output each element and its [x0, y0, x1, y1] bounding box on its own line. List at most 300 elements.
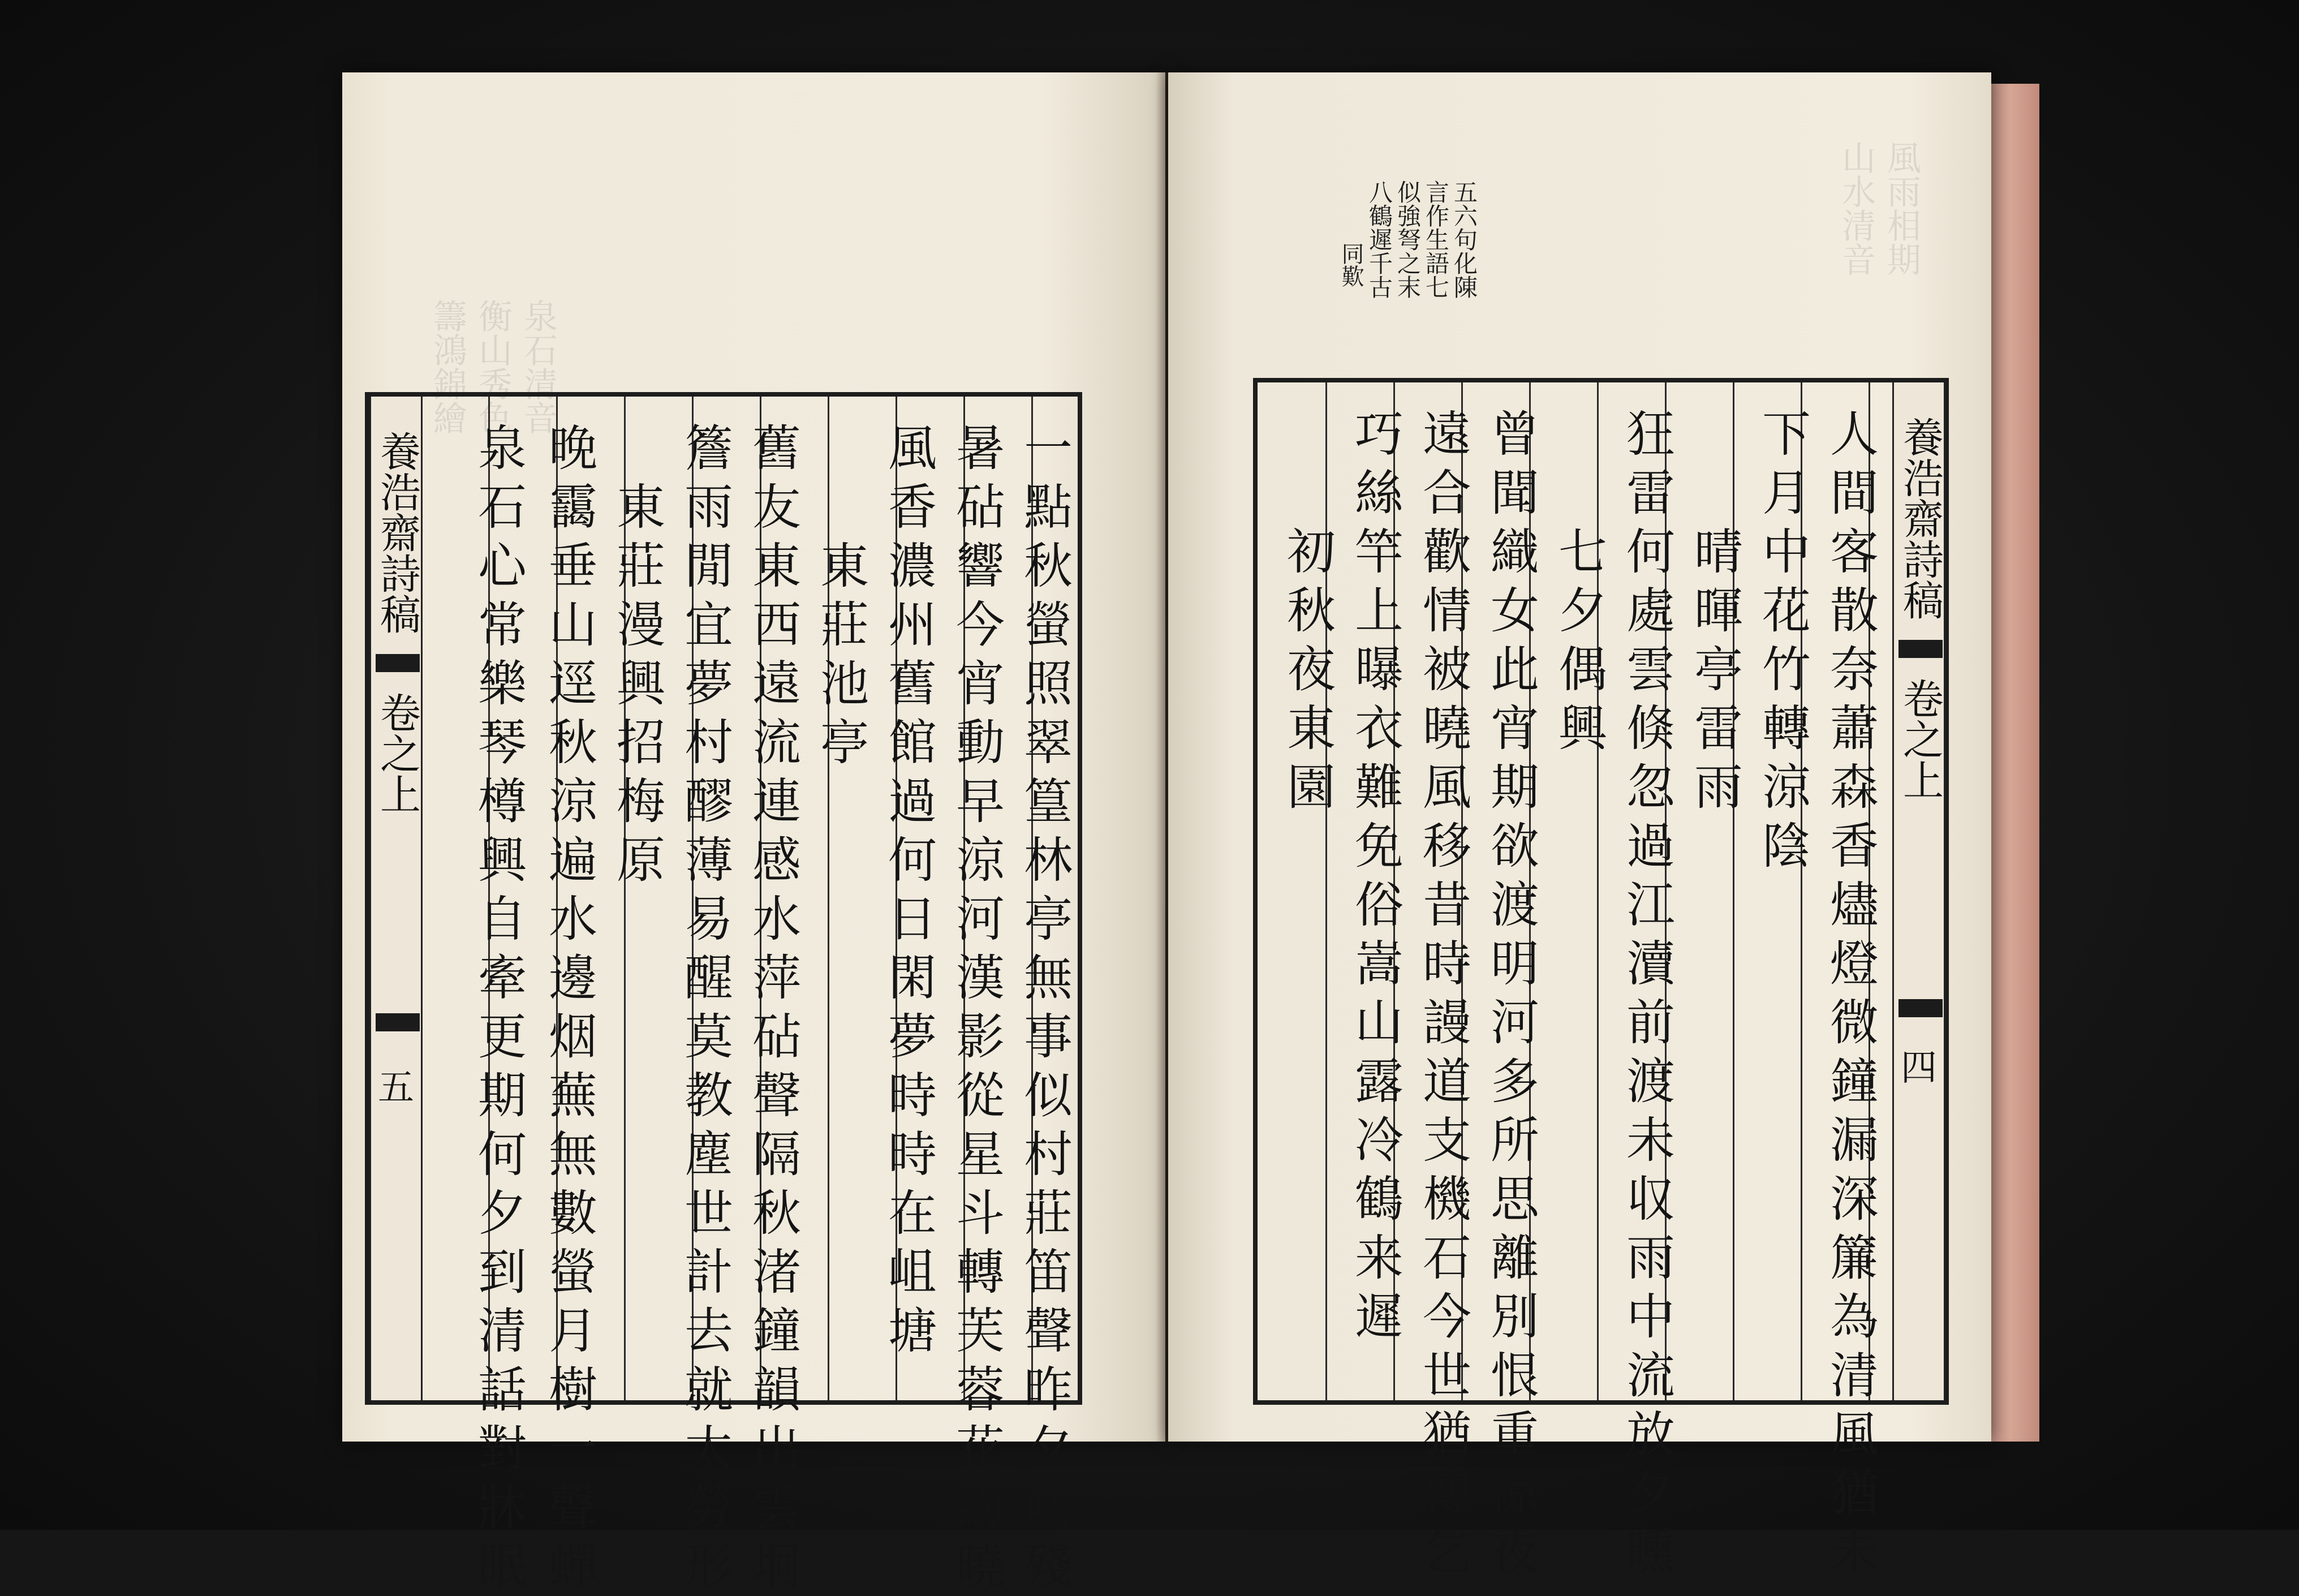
glyph: 園 [1287, 759, 1336, 816]
glyph: 清 [1830, 1348, 1879, 1404]
glyph: 秋 [752, 1185, 801, 1242]
glyph: 無 [549, 1126, 597, 1183]
glyph: 莊 [1024, 1185, 1073, 1242]
glyph: 聞 [1491, 465, 1539, 522]
glyph: 連 [752, 773, 801, 830]
glyph: 西 [752, 597, 801, 653]
glyph: 更 [478, 1009, 527, 1065]
glyph: 河 [1491, 995, 1539, 1051]
glyph: 村 [1024, 1126, 1073, 1183]
right-text-frame [1253, 378, 1949, 1581]
glyph: 笛 [1024, 1244, 1073, 1301]
glyph: 在 [888, 1185, 937, 1242]
glyph: 事 [1024, 1009, 1073, 1065]
glyph: 時 [888, 1068, 937, 1124]
glyph: 涼 [956, 832, 1005, 889]
right-column-5-heading [1549, 405, 1617, 758]
glyph: 興 [1559, 700, 1607, 757]
glyph: 明 [1491, 936, 1539, 992]
bleed-through-text: 山水清音 [1836, 140, 1876, 276]
glyph: 離 [1491, 1230, 1539, 1287]
glyph: 垂 [549, 538, 597, 595]
glyph: 中 [1626, 1289, 1675, 1345]
glyph: 鐘 [752, 1303, 801, 1360]
glyph: 昨 [1024, 1362, 1073, 1418]
glyph: 勞 [684, 1479, 733, 1536]
bleed-through-text: 籌鴻錦繪 [428, 299, 467, 435]
fish-tail-mark [1898, 999, 1943, 1017]
glyph: 逕 [549, 656, 597, 712]
glyph: 宜 [684, 597, 733, 653]
glyph: 微 [1830, 995, 1879, 1051]
glyph: 歡 [1423, 524, 1471, 580]
glyph: 易 [684, 891, 733, 948]
glyph: 日 [888, 891, 937, 948]
glyph: 狂 [1626, 406, 1675, 463]
glyph: 砧 [956, 479, 1005, 536]
right-margin-volume: 卷之上 [1896, 678, 1944, 800]
glyph: 聲 [549, 1479, 597, 1536]
glyph: 多 [1491, 1053, 1539, 1110]
glyph: 下 [1762, 406, 1811, 463]
glyph: 支 [1423, 1112, 1471, 1169]
glyph: 梅 [617, 773, 665, 830]
glyph: 世 [1423, 1348, 1471, 1404]
glyph: 響 [956, 538, 1005, 595]
glyph: 砧 [752, 1009, 801, 1065]
glyph: 石 [478, 479, 527, 536]
glyph: 竹 [1762, 642, 1811, 698]
glyph: 免 [1355, 818, 1403, 875]
glyph: 乞 [1423, 1524, 1471, 1581]
glyph: 何 [1626, 524, 1675, 580]
glyph: 被 [1423, 642, 1471, 698]
glyph: 陰 [1762, 818, 1811, 875]
glyph: 亭 [1024, 891, 1073, 948]
glyph: 舊 [752, 420, 801, 477]
glyph: 濃 [888, 538, 937, 595]
glyph: 篁 [1024, 773, 1073, 830]
glyph: 来 [1355, 1230, 1403, 1287]
glyph: 一 [549, 1421, 597, 1477]
glyph: 泉 [478, 420, 527, 477]
right-column-1 [1820, 405, 1888, 1582]
glyph: 重 [1491, 1406, 1539, 1463]
right-column-7 [1413, 405, 1481, 1582]
glyph: 話 [478, 1362, 527, 1418]
glyph: 眠 [478, 1538, 527, 1595]
glyph: 莊 [820, 597, 869, 653]
glyph: 照 [1024, 656, 1073, 712]
glyph: 深 [1830, 1171, 1879, 1228]
glyph: 世 [684, 1185, 733, 1242]
glyph: 一 [1024, 420, 1073, 477]
glyph: 謾 [1423, 995, 1471, 1051]
glyph: 池 [820, 656, 869, 712]
glyph: 流 [1626, 1348, 1675, 1404]
glyph: 醒 [684, 950, 733, 1006]
glyph: 道 [1423, 1053, 1471, 1110]
glyph: 岨 [888, 1244, 937, 1301]
glyph: 香 [888, 479, 937, 536]
glyph: 森 [1830, 759, 1879, 816]
glyph: 感 [752, 832, 801, 889]
right-margin-title: 養浩齋詩稿 [1896, 416, 1944, 620]
glyph: 収 [1626, 1171, 1675, 1228]
glyph: 初 [1287, 524, 1336, 580]
glyph: 對 [478, 1421, 527, 1477]
glyph: 山 [549, 597, 597, 653]
glyph: 晚 [549, 420, 597, 477]
fish-tail-mark [376, 1013, 420, 1031]
left-column-6 [675, 419, 743, 1596]
glyph: 山 [1355, 995, 1403, 1051]
glyph: 上 [1355, 583, 1403, 639]
glyph: 原 [617, 832, 665, 889]
glyph: 過 [888, 773, 937, 830]
glyph [1685, 464, 1753, 523]
glyph: 遠 [752, 656, 801, 712]
glyph: 自 [478, 891, 527, 948]
glyph [811, 478, 879, 537]
glyph: 出 [752, 1421, 801, 1477]
glyph: 曾 [1491, 406, 1539, 463]
glyph: 遍 [549, 832, 597, 889]
glyph: 塘 [888, 1303, 937, 1360]
glyph: 東 [617, 479, 665, 536]
glyph: 聲 [1024, 1303, 1073, 1360]
glyph: 月 [1762, 465, 1811, 522]
left-page-number: 五 [378, 1067, 414, 1109]
glyph: 水 [549, 891, 597, 948]
glyph [1277, 464, 1345, 523]
glyph: 期 [1491, 759, 1539, 816]
glyph: 村 [684, 715, 733, 771]
glyph: 聲 [752, 1068, 801, 1124]
glyph: 秋 [1287, 583, 1336, 639]
left-column-9 [468, 419, 536, 1596]
glyph [811, 419, 879, 478]
left-margin-volume: 卷之上 [373, 692, 421, 814]
glyph: 隔 [752, 1126, 801, 1183]
bleed-through-text: 衡山秀色 [473, 299, 513, 435]
glyph: 冷 [1355, 1112, 1403, 1169]
glyph: 似 [1024, 1068, 1073, 1124]
glyph: 前 [1626, 995, 1675, 1051]
glyph: 亭 [820, 715, 869, 771]
glyph: 時 [1423, 936, 1471, 992]
glyph: 忽 [1626, 759, 1675, 816]
left-column-3 [879, 419, 946, 1361]
glyph: 林 [1024, 832, 1073, 889]
glyph: 曉 [956, 1538, 1005, 1595]
head-note-line-4: 八鶴遲千古 [1366, 180, 1393, 299]
glyph: 香 [1830, 818, 1879, 875]
glyph: 斗 [956, 1185, 1005, 1242]
glyph: 別 [1491, 1289, 1539, 1345]
glyph: 簷 [684, 420, 733, 477]
glyph: 無 [1024, 950, 1073, 1006]
glyph: 雨 [684, 479, 733, 536]
glyph: 漏 [1830, 1112, 1879, 1169]
glyph: 翠 [1024, 715, 1073, 771]
glyph: 樹 [549, 1362, 597, 1418]
glyph: 涼 [1491, 1465, 1539, 1522]
glyph [1685, 405, 1753, 464]
left-page [342, 72, 1165, 1595]
glyph: 早 [956, 773, 1005, 830]
right-page-number: 四 [1901, 1047, 1937, 1089]
glyph: 約 [956, 1479, 1005, 1536]
glyph: 絲 [1355, 465, 1403, 522]
glyph [1549, 405, 1617, 464]
glyph: 邊 [549, 950, 597, 1006]
glyph: 莊 [617, 538, 665, 595]
glyph: 轉 [1762, 700, 1811, 757]
glyph: 曝 [1355, 642, 1403, 698]
glyph: 傳 [1423, 1465, 1471, 1522]
glyph: 燼 [1830, 877, 1879, 933]
glyph: 影 [956, 1009, 1005, 1065]
glyph: 興 [617, 656, 665, 712]
glyph: 東 [820, 538, 869, 595]
glyph: 就 [684, 1362, 733, 1418]
glyph: 中 [1762, 524, 1811, 580]
glyph: 樽 [478, 773, 527, 830]
glyph: 閒 [684, 538, 733, 595]
glyph: 奈 [1830, 642, 1879, 698]
glyph: 燈 [1830, 936, 1879, 992]
glyph: 風 [1423, 759, 1471, 816]
glyph: 館 [888, 715, 937, 771]
left-column-5 [743, 419, 811, 1596]
glyph: 未 [1626, 1112, 1675, 1169]
glyph: 閑 [888, 950, 937, 1006]
glyph: 散 [1830, 583, 1879, 639]
head-note-line-3: 似強弩之末 [1394, 180, 1422, 299]
glyph: 東 [1287, 700, 1336, 757]
glyph: 露 [1355, 1053, 1403, 1110]
glyph: 宵 [956, 656, 1005, 712]
glyph: 花 [1762, 583, 1811, 639]
glyph: 客 [1830, 524, 1879, 580]
glyph: 何 [888, 832, 937, 889]
glyph: 螢 [1024, 597, 1073, 653]
fish-tail-mark [1898, 640, 1943, 658]
glyph: 間 [1830, 465, 1879, 522]
glyph: 猶 [1830, 1465, 1879, 1522]
glyph: 計 [684, 1244, 733, 1301]
glyph: 漢 [956, 950, 1005, 1006]
glyph: 坰 [752, 1538, 801, 1595]
glyph: 鶴 [1355, 1171, 1403, 1228]
glyph: 巧 [1355, 406, 1403, 463]
glyph: 時 [888, 1126, 937, 1183]
glyph: 雨 [1694, 759, 1743, 816]
glyph: 星 [956, 1126, 1005, 1183]
glyph: 蕭 [1830, 700, 1879, 757]
glyph: 為 [1830, 1289, 1879, 1345]
glyph: 此 [1491, 642, 1539, 698]
glyph: 塵 [684, 1126, 733, 1183]
head-note-line-5: 同歎 [1338, 242, 1364, 287]
glyph: 風 [888, 420, 937, 477]
glyph: 靄 [549, 479, 597, 536]
left-fore-edge-margin [369, 397, 423, 1400]
glyph: 亭 [1694, 642, 1743, 698]
glyph: 樂 [478, 656, 527, 712]
glyph: 夕 [478, 1185, 527, 1242]
glyph: 所 [1491, 1112, 1539, 1169]
left-column-8 [539, 419, 607, 1596]
glyph: 芙 [956, 1303, 1005, 1360]
glyph: 雷 [1626, 465, 1675, 522]
glyph: 夕 [1024, 1421, 1073, 1477]
glyph: 思 [1491, 1171, 1539, 1228]
glyph: 未 [1830, 1524, 1879, 1581]
glyph: 瀆 [1626, 936, 1675, 992]
glyph: 東 [752, 538, 801, 595]
glyph: 牽 [478, 950, 527, 1006]
glyph: 夕 [1626, 1465, 1675, 1522]
glyph: 河 [956, 891, 1005, 948]
glyph: 暉 [1694, 583, 1743, 639]
glyph: 期 [478, 1068, 527, 1124]
glyph: 雨 [1626, 1230, 1675, 1287]
glyph: 去 [684, 1303, 733, 1360]
glyph: 州 [888, 597, 937, 653]
right-column-4 [1617, 405, 1685, 1582]
glyph: 情 [1423, 583, 1471, 639]
left-column-4-heading [811, 419, 879, 772]
glyph: 友 [752, 479, 801, 536]
glyph: 江 [1626, 877, 1675, 933]
glyph: 雷 [1694, 700, 1743, 757]
glyph: 風 [1830, 1406, 1879, 1463]
head-note-line-1: 五六句化陳 [1450, 180, 1478, 299]
glyph: 宵 [1491, 700, 1539, 757]
right-column-9-heading [1277, 405, 1345, 817]
glyph: 雲 [1626, 642, 1675, 698]
glyph: 月 [549, 1303, 597, 1360]
glyph: 莫 [684, 1009, 733, 1065]
glyph: 夜 [1287, 642, 1336, 698]
glyph: 夢 [684, 656, 733, 712]
glyph: 水 [752, 891, 801, 948]
glyph [607, 419, 675, 478]
glyph: 遲 [1355, 1289, 1403, 1345]
glyph: 石 [1423, 1230, 1471, 1287]
right-column-8 [1345, 405, 1413, 1347]
glyph: 處 [1626, 583, 1675, 639]
glyph: 數 [549, 1185, 597, 1242]
glyph: 流 [752, 715, 801, 771]
glyph: 渡 [1491, 877, 1539, 933]
glyph: 常 [478, 597, 527, 653]
glyph: 涼 [1762, 759, 1811, 816]
glyph: 織 [1491, 524, 1539, 580]
glyph: 夢 [888, 1009, 937, 1065]
glyph: 薄 [684, 832, 733, 889]
right-page [1168, 72, 1991, 1581]
left-column-2 [946, 419, 1014, 1596]
bleed-through-text: 泉石清音 [518, 299, 558, 435]
glyph: 動 [956, 715, 1005, 771]
glyph: 招 [617, 715, 665, 771]
left-margin-title: 養浩齋詩稿 [373, 431, 421, 634]
glyph: 移 [1423, 818, 1471, 875]
glyph: 嵩 [1355, 936, 1403, 992]
glyph: 秋 [549, 715, 597, 771]
glyph: 夕 [1559, 583, 1607, 639]
glyph: 蓉 [956, 1362, 1005, 1418]
glyph: 點 [1024, 479, 1073, 536]
glyph: 機 [1423, 1171, 1471, 1228]
glyph: 教 [684, 1068, 733, 1124]
glyph: 心 [478, 538, 527, 595]
glyph: 曉 [1423, 700, 1471, 757]
glyph: 竿 [1355, 524, 1403, 580]
glyph: 清 [478, 1303, 527, 1360]
glyph: 倏 [1626, 700, 1675, 757]
right-column-6 [1481, 405, 1549, 1582]
glyph: 何 [478, 1126, 527, 1183]
glyph: 今 [1423, 1289, 1471, 1345]
glyph: 今 [956, 597, 1005, 653]
open-book [325, 72, 2039, 1595]
glyph: 漫 [617, 597, 665, 653]
glyph: 太 [684, 1421, 733, 1477]
glyph: 渡 [1626, 1053, 1675, 1110]
glyph: 雲 [752, 1479, 801, 1536]
glyph: 從 [956, 1068, 1005, 1124]
glyph: 恨 [1491, 1348, 1539, 1404]
bleed-through-text: 風雨相期 [1882, 140, 1921, 276]
glyph: 猶 [1423, 1406, 1471, 1463]
glyph: 花 [956, 1421, 1005, 1477]
left-text-frame [365, 392, 1082, 1595]
book-cover-edge [1990, 84, 2039, 1442]
glyph: 放 [1626, 1406, 1675, 1463]
glyph: 烟 [549, 1009, 597, 1065]
left-column-1 [1014, 419, 1082, 1596]
glyph: 過 [1626, 818, 1675, 875]
glyph: 欲 [1491, 818, 1539, 875]
glyph: 牀 [478, 1479, 527, 1536]
glyph: 蟬 [549, 1538, 597, 1595]
glyph: 女 [1491, 583, 1539, 639]
glyph: 七 [1559, 524, 1607, 580]
right-column-2 [1753, 405, 1820, 876]
glyph: 韻 [752, 1362, 801, 1418]
right-fore-edge-margin [1892, 382, 1945, 1400]
glyph: 殘 [1024, 1538, 1073, 1595]
glyph: 遠 [1423, 406, 1471, 463]
glyph: 晴 [1694, 524, 1743, 580]
glyph: 舊 [888, 656, 937, 712]
glyph: 衣 [1355, 700, 1403, 757]
glyph: 吹 [1024, 1479, 1073, 1536]
glyph: 秋 [1024, 538, 1073, 595]
glyph: 合 [1423, 465, 1471, 522]
left-column-7-heading [607, 419, 675, 890]
glyph: 螢 [549, 1244, 597, 1301]
glyph: 興 [478, 832, 527, 889]
fish-tail-mark [376, 654, 420, 672]
glyph [1277, 405, 1345, 464]
glyph: 渚 [752, 1244, 801, 1301]
glyph: 琴 [478, 715, 527, 771]
